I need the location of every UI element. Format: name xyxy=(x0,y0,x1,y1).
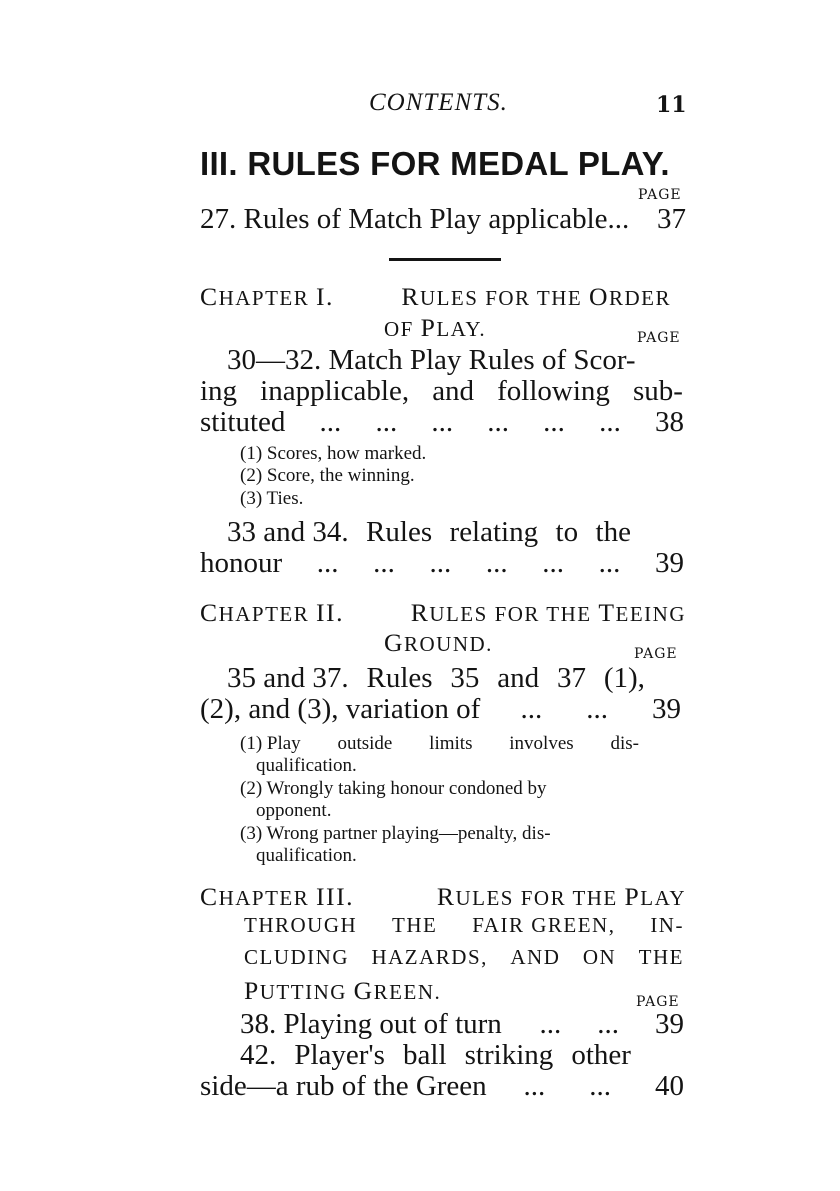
toc-entry xyxy=(200,203,686,236)
chapter-2-heading-line-2: GROUND. xyxy=(384,628,493,657)
sub-item-continuation: qualification. xyxy=(256,845,357,866)
sub-item: (3) Ties. xyxy=(240,488,304,509)
sub-item: (2) Score, the winning. xyxy=(240,465,415,486)
chapter-3-heading-line-2: THROUGH THE FAIR GREEN, IN- xyxy=(244,913,684,937)
leader-dots: ... xyxy=(523,1070,546,1102)
chapter-3-heading-line-3: CLUDING HAZARDS, AND ON THE xyxy=(244,945,684,969)
toc-entry-page: 38 xyxy=(654,406,684,438)
leader-dots: ... xyxy=(487,406,510,438)
leader-dots: ... xyxy=(319,406,342,438)
sub-item: (3) Wrong partner playing—penalty, dis- xyxy=(240,823,551,844)
page-column-label: PAGE xyxy=(636,994,680,1010)
leader-dots: ... xyxy=(431,406,454,438)
page-column-label: PAGE xyxy=(634,646,678,662)
toc-entry-page: 39 xyxy=(655,1008,684,1040)
leader-dots: ... xyxy=(373,547,395,579)
chapter-3-heading-line-4: PUTTING GREEN. xyxy=(244,976,442,1005)
toc-entry-text: 27. Rules of Match Play applicable... xyxy=(200,203,630,235)
toc-entry-line: 42. Player's ball striking other xyxy=(240,1039,631,1071)
leader-dots: ... xyxy=(485,547,508,579)
toc-entry-page: 39 xyxy=(652,693,681,725)
leader-dots: ... xyxy=(520,693,543,725)
sub-item: (1) Play outside limits involves dis- xyxy=(240,733,639,754)
leader-dots: ... xyxy=(543,406,565,438)
leader-dots: ... xyxy=(429,547,452,579)
leader-dots: ... xyxy=(539,1008,562,1040)
sub-item: (2) Wrongly taking honour condoned by xyxy=(240,778,547,799)
leader-dots: ... xyxy=(598,547,621,579)
leader-dots: ... xyxy=(589,1070,611,1102)
leader-dots: ... xyxy=(597,1008,619,1040)
sub-item-continuation: opponent. xyxy=(256,800,332,821)
section-title: III. RULES FOR MEDAL PLAY. xyxy=(200,145,670,182)
toc-entry-line: side—a rub of the Green ... ... 40 xyxy=(200,1070,684,1102)
chapter-3-heading: CHAPTER III. RULES FOR THE PLAY xyxy=(200,882,686,911)
sub-item: (1) Scores, how marked. xyxy=(240,443,427,464)
page-column-label: PAGE xyxy=(638,187,682,203)
toc-entry-line: 33 and 34. Rules relating to the xyxy=(227,516,631,548)
divider xyxy=(389,258,501,261)
toc-entry-page: 39 xyxy=(654,547,684,579)
running-title: CONTENTS. xyxy=(369,89,508,116)
sub-item-continuation: qualification. xyxy=(256,755,357,776)
toc-entry-line: honour ... ... ... ... ... ... 39 xyxy=(200,547,684,579)
chapter-1-heading: CHAPTER I. RULES FOR THE ORDER xyxy=(200,282,671,311)
toc-entry-line: ing inapplicable, and following sub- xyxy=(200,375,683,407)
leader-dots: ... xyxy=(316,547,339,579)
toc-entry-line: 30—32. Match Play Rules of Scor- xyxy=(227,344,636,376)
toc-entry-line: 35 and 37. Rules 35 and 37 (1), xyxy=(227,662,645,694)
leader-dots: ... xyxy=(599,406,621,438)
toc-entry-line: (2), and (3), variation of ... ... 39 xyxy=(200,693,681,725)
toc-entry-line: 38. Playing out of turn ... ... 39 xyxy=(240,1008,684,1040)
page-number: 11 xyxy=(656,92,687,118)
toc-entry-page: 37 xyxy=(657,203,686,235)
chapter-2-heading: CHAPTER II. RULES FOR THE TEEING xyxy=(200,598,686,627)
leader-dots: ... xyxy=(375,406,398,438)
toc-entry-line: stituted ... ... ... ... ... ... 38 xyxy=(200,406,684,438)
chapter-1-heading-line-2: OF PLAY. xyxy=(384,313,487,342)
toc-entry-page: 40 xyxy=(655,1070,684,1102)
page-column-label: PAGE xyxy=(637,330,681,346)
leader-dots: ... xyxy=(542,547,564,579)
leader-dots: ... xyxy=(586,693,608,725)
